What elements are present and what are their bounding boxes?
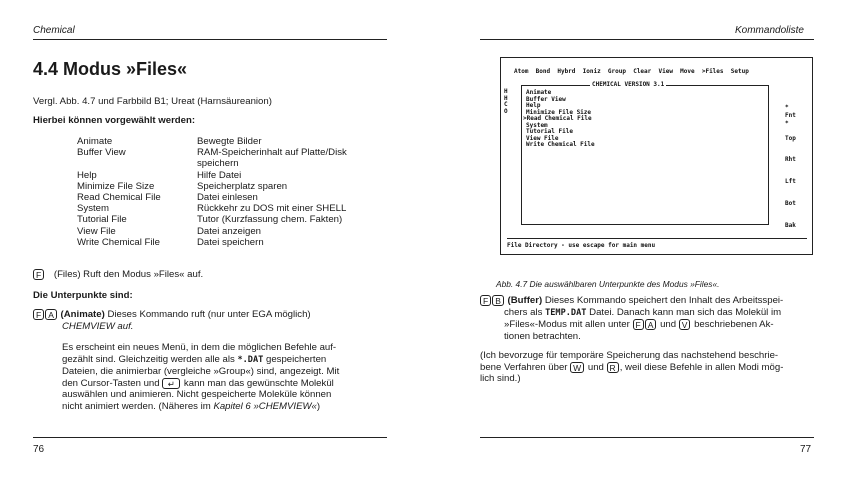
footer-rule xyxy=(480,437,814,438)
animate-description: Es erscheint ein neues Menü, in dem die möglichen Befehle auf- gezählt sind. Gleichzeitig werden alle als *.DAT gespeicherten Dateien, die animierbar (vergleiche »Group«) sind, angezeigt. Mit den Cursor-Tasten und ↵ kann man das gewünschte Molekül auswählen und animieren. Nicht gespeicherte Moleküle können nicht animiert werden. (Näheres im Kapitel 6 »CHEMVIEW«) xyxy=(62,342,340,412)
list-item: Tutorial File xyxy=(526,128,573,135)
list-item: Buffer View xyxy=(526,95,566,103)
header-rule xyxy=(480,39,814,40)
table-row: Write Chemical File Datei speichern xyxy=(77,236,264,248)
key-r-icon: R xyxy=(607,362,619,373)
storage-note: (Ich bevorzuge für temporäre Speicherung das nachstehend beschrie- bene Verfahren über W und R , weil diese Befehle in allen Modi mög- lich sind.) xyxy=(480,350,784,385)
key-f-icon: F xyxy=(33,269,44,280)
key-f-icon: F xyxy=(633,319,644,330)
list-item: System xyxy=(526,121,548,129)
key-f-icon: F xyxy=(480,295,491,306)
subheading-options: Hierbei können vorgewählt werden: xyxy=(33,115,196,126)
table-row: View File Datei anzeigen xyxy=(77,225,262,237)
list-item: View File xyxy=(526,134,559,142)
animate-line: F A (Animate) Dieses Kommando ruft (nur unter EGA möglich) xyxy=(33,309,311,321)
table-row: Animate Bewegte Bilder xyxy=(77,136,262,147)
running-header-right: Kommandoliste xyxy=(735,25,804,36)
table-row: System Rückkehr zu DOS mit einer SHELL xyxy=(77,203,347,215)
page-number-left: 76 xyxy=(33,444,45,455)
figure-caption: Abb. 4.7 Die auswählbaren Unterpunkte des Modus »Files«. xyxy=(496,279,720,289)
side-command: * xyxy=(785,120,789,127)
terminal-screenshot xyxy=(500,57,813,255)
section-title: 4.4 Modus »Files« xyxy=(33,59,188,79)
list-item: Animate xyxy=(526,89,552,96)
terminal-menubar: Atom Bond Hybrd Ioniz Group Clear View Move >Files Setup xyxy=(514,68,749,75)
header-rule xyxy=(33,39,387,40)
list-item: Help xyxy=(526,102,541,109)
key-w-icon: W xyxy=(570,362,584,373)
table-row: Buffer View RAM-Speicherinhalt auf Platte/Disk xyxy=(77,147,347,159)
buffer-description: F B (Buffer) Dieses Kommando speichert den Inhalt des Arbeitsspei- chers als TEMP.DAT Datei. Danach kann man sich das Molekül im »Files«-Modus mit allen unter F A und V beschriebenen Ak- tionen betrachten. xyxy=(480,295,815,342)
table-row: Read Chemical File Datei einlesen xyxy=(77,192,258,204)
side-command: Rht xyxy=(785,156,796,163)
key-v-icon: V xyxy=(679,319,691,330)
hotkey-label: H xyxy=(504,88,508,95)
table-row: Minimize File Size Speicherplatz sparen xyxy=(77,180,288,192)
key-b-icon: B xyxy=(492,295,504,306)
key-a-icon: A xyxy=(645,319,657,330)
key-f-icon: F xyxy=(33,309,44,320)
hotkey-label: O xyxy=(504,107,508,115)
list-item: Minimize File Size xyxy=(526,108,592,116)
key-a-icon: A xyxy=(45,309,57,320)
side-command: Fnt xyxy=(785,112,796,119)
reference-line: Vergl. Abb. 4.7 und Farbbild B1; Ureat (Harnsäureanion) xyxy=(33,96,272,107)
hotkey-label: H xyxy=(504,94,508,102)
left-page xyxy=(0,0,423,480)
table-row: speichern xyxy=(197,158,239,170)
side-command: Bot xyxy=(785,200,796,207)
side-command: Bak xyxy=(785,222,796,229)
table-row: Tutorial File Tutor (Kurzfassung chem. Fakten) xyxy=(77,214,343,226)
list-item: Write Chemical File xyxy=(526,141,595,148)
terminal-window xyxy=(521,81,769,225)
hotkey-label: C xyxy=(504,101,508,108)
side-command: Lft xyxy=(785,178,796,185)
right-page xyxy=(424,0,847,480)
side-command: * xyxy=(785,104,789,111)
options-table xyxy=(77,136,347,248)
enter-key-icon: ↵ xyxy=(162,378,180,389)
list-item: >Read Chemical File xyxy=(523,115,592,122)
animate-line-2: CHEMVIEW auf. xyxy=(62,321,134,332)
files-key-line: F (Files) Ruft den Modus »Files« auf. xyxy=(33,269,203,281)
page-number-right: 77 xyxy=(800,444,812,455)
footer-rule xyxy=(33,437,387,438)
table-row: Help Hilfe Datei xyxy=(77,169,242,181)
terminal-window-title: CHEMICAL VERSION 3.1 xyxy=(592,81,665,88)
terminal-status: File Directory - use escape for main menu xyxy=(507,242,656,249)
status-divider xyxy=(507,238,807,239)
side-command: Top xyxy=(785,135,796,142)
running-header-left: Chemical xyxy=(33,25,75,36)
subheading-subitems: Die Unterpunkte sind: xyxy=(33,290,133,301)
